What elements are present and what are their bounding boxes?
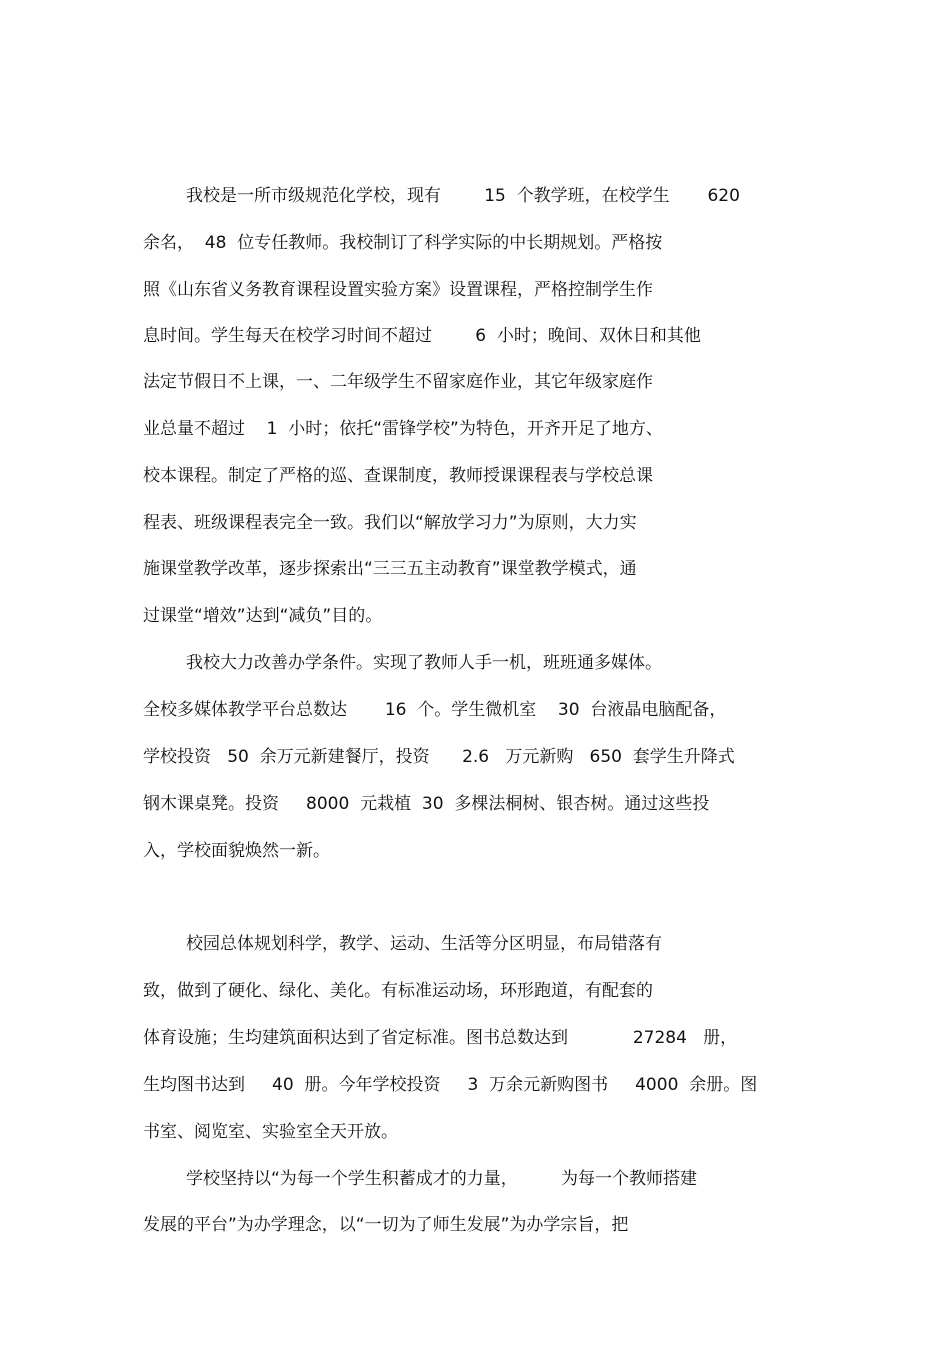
text-line: 书室、阅览室、实验室全天开放。 — [143, 1122, 398, 1142]
text-line: 余名， 48 位专任教师。我校制订了科学实际的中长期规划。严格按 — [143, 233, 663, 253]
text-line: 入，学校面貌焕然一新。 — [143, 841, 330, 861]
text-line: 校本课程。制定了严格的巡、查课制度，教师授课课程表与学校总课 — [143, 466, 653, 486]
text-line: 学校投资 50 余万元新建餐厅，投资 2.6 万元新购 650 套学生升降式 — [143, 747, 735, 767]
text-line: 钢木课桌凳。投资 8000 元栽植 30 多棵法桐树、银杏树。通过这些投 — [143, 794, 710, 814]
text-line: 生均图书达到 40 册。今年学校投资 3 万余元新购图书 4000 余册。图 — [143, 1075, 758, 1095]
text-line: 体育设施；生均建筑面积达到了省定标准。图书总数达到 27284 册， — [143, 1028, 738, 1048]
text-line: 学校坚持以“为每一个学生积蓄成才的力量， 为每一个教师搭建 — [186, 1169, 698, 1189]
text-line: 我校是一所市级规范化学校，现有 15 个教学班，在校学生 620 — [186, 186, 740, 206]
text-line: 致，做到了硬化、绿化、美化。有标准运动场，环形跑道，有配套的 — [143, 981, 653, 1001]
text-line: 业总量不超过 1 小时；依托“雷锋学校”为特色，开齐开足了地方、 — [143, 419, 663, 439]
text-line: 发展的平台”为办学理念，以“一切为了师生发展”为办学宗旨，把 — [143, 1215, 629, 1235]
text-line: 程表、班级课程表完全一致。我们以“解放学习力”为原则，大力实 — [143, 513, 637, 533]
text-line: 校园总体规划科学，教学、运动、生活等分区明显，布局错落有 — [186, 934, 662, 954]
text-line: 施课堂教学改革，逐步探索出“三三五主动教育”课堂教学模式，通 — [143, 559, 637, 579]
text-line: 法定节假日不上课，一、二年级学生不留家庭作业，其它年级家庭作 — [143, 372, 653, 392]
text-line: 息时间。学生每天在校学习时间不超过 6 小时；晚间、双休日和其他 — [143, 326, 701, 346]
text-line: 照《山东省义务教育课程设置实验方案》设置课程，严格控制学生作 — [143, 280, 653, 300]
text-line: 过课堂“增效”达到“减负”目的。 — [143, 606, 383, 626]
text-line: 全校多媒体教学平台总数达 16 个。学生微机室 30 台液晶电脑配备， — [143, 700, 727, 720]
text-line: 我校大力改善办学条件。实现了教师人手一机，班班通多媒体。 — [186, 653, 662, 673]
